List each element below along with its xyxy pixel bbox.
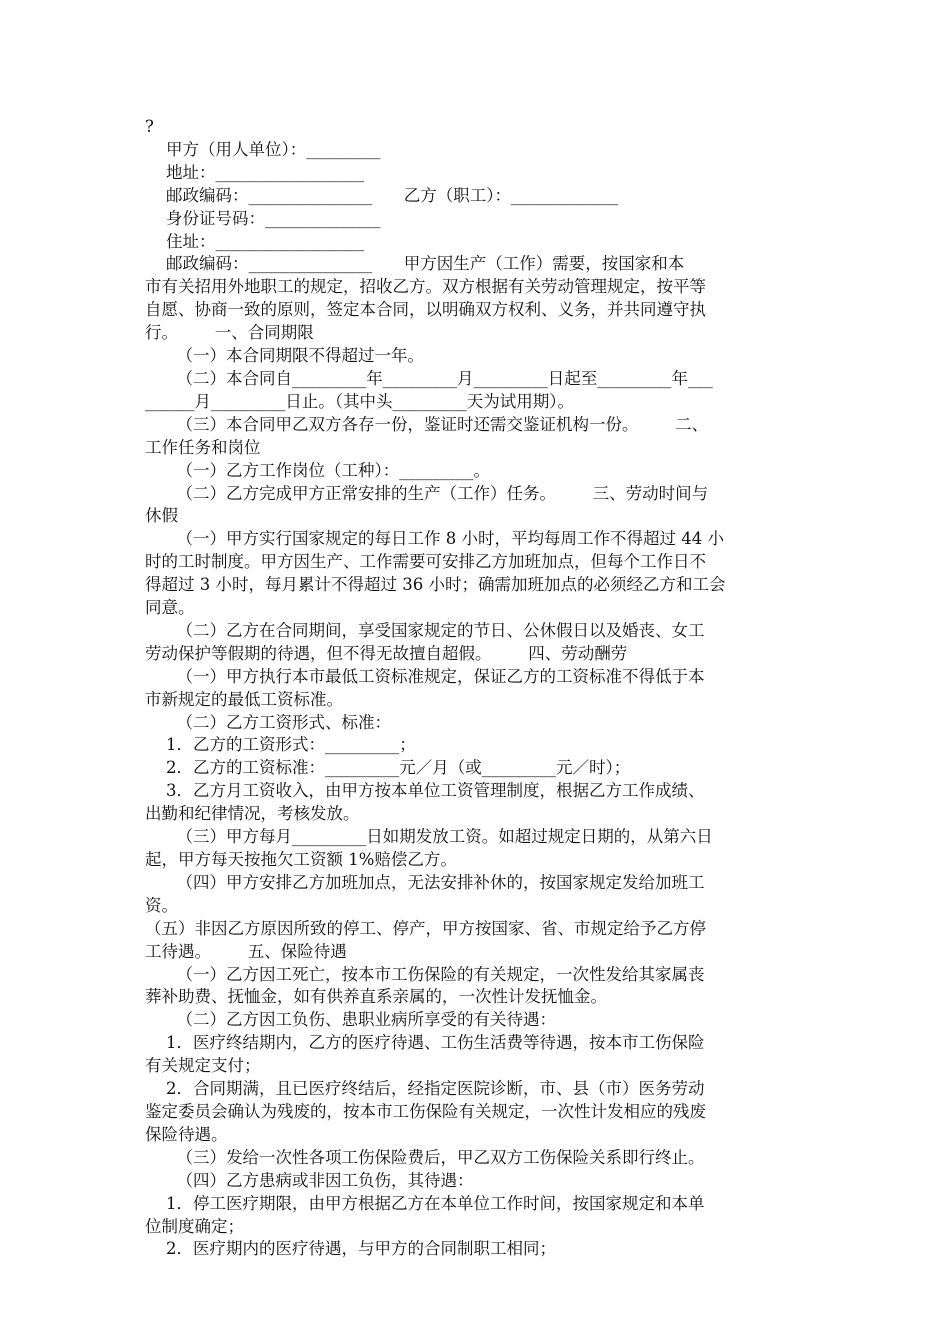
address-field: 地址：__________________ [145,162,364,182]
text-line: 葬补助费、抚恤金，如有供养直系亲属的，一次性计发抚恤金。 [145,987,607,1007]
text-line: 邮政编码：_______________ 甲方因生产（工作）需要，按国家和本 [145,254,685,274]
text-line: （四）甲方安排乙方加班加点，无法安排补休的，按国家规定发给加班工 [145,872,705,892]
text-line: 时的工时制度。甲方因生产、工作需要可安排乙方加班加点，但每个工作日不 [145,552,706,572]
section-heading-hours: 休假 [145,506,178,526]
text-line: （五）非因乙方原因所致的停工、停产，甲方按国家、省、市规定给予乙方停 [145,918,706,938]
text-line: 同意。 [145,598,195,618]
section-heading-term: 行。 一、合同期限 [145,323,314,343]
text-line: ______月_________日止。（其中头_________天为试用期）。 [145,391,574,411]
text-line: 起，甲方每天按拖欠工资额 1%赔偿乙方。 [145,850,457,869]
text-line: 鉴定委员会确认为残废的，按本市工伤保险有关规定，一次性计发相应的残废 [145,1101,706,1121]
section-heading-pay: 劳动保护等假期的待遇，但不得无故擅自超假。 四、劳动酬劳 [145,643,628,663]
text-line: 2．医疗期内的医疗待遇，与甲方的合同制职工相同； [145,1239,556,1259]
contract-document [145,116,807,1261]
text-line: （一）乙方因工死亡，按本市工伤保险的有关规定，一次性发给其家属丧 [145,964,705,984]
text-line: 3．乙方月工资收入，由甲方按本单位工资管理制度，根据乙方工作成绩、 [145,781,705,801]
text-line: 1．医疗终结期内，乙方的医疗待遇、工伤生活费等待遇，按本市工伤保险 [145,1033,705,1053]
section-heading-insurance: 工待遇。 五、保险待遇 [145,941,347,961]
text-line: （二）本合同自_________年_________月_________日起至_________年___ [145,368,713,388]
text-line: （三）本合同甲乙双方各存一份，鉴证时还需交鉴证机构一份。 二、 [145,414,709,434]
text-line: （一）甲方实行国家规定的每日工作 8 小时，平均每周工作不得超过 44 小 [145,529,724,549]
text-line: 位制度确定； [145,1216,244,1236]
party-a-employer-field: 甲方（用人单位）：_________ [145,139,381,159]
text-line: 保险待遇。 [145,1124,228,1144]
text-line: 自愿、协商一致的原则，签定本合同，以明确双方权利、义务，并共同遵守执 [145,300,706,320]
text-line: （二）乙方完成甲方正常安排的生产（工作）任务。 三、劳动时间与 [145,483,709,503]
text-line: （三）甲方每月_________日如期发放工资。如超过规定日期的，从第六日 [145,827,713,847]
text-line: （一）甲方执行本市最低工资标准规定，保证乙方的工资标准不得低于本 [145,666,705,686]
section-heading-duties: 工作任务和岗位 [145,437,261,457]
text-line: （二）乙方因工负伤、患职业病所享受的有关待遇： [145,1010,556,1030]
text-line: （四）乙方患病或非因工负伤，其待遇： [145,1170,474,1190]
text-line: 资。 [145,895,178,915]
text-line: 市新规定的最低工资标准。 [145,689,343,709]
text-line: （二）乙方在合同期间，享受国家规定的节日、公休假日以及婚丧、女工 [145,620,705,640]
wage-form-field: 1．乙方的工资形式：_________； [145,735,416,755]
text-line: （一）乙方工作岗位（工种）：_________。 [145,460,490,480]
text-line: （三）发给一次性各项工伤保险费后，甲乙双方工伤保险关系即行终止。 [145,1147,705,1167]
text-line: （一）本合同期限不得超过一年。 [145,346,424,366]
wage-standard-field: 2．乙方的工资标准：_________元／月（或_________元／时）； [145,758,631,778]
id-number-field: 身份证号码：______________ [145,208,381,228]
text-line: 出勤和纪律情况，考核发放。 [145,804,360,824]
postcode-party-b-field: 邮政编码：_______________ 乙方（职工）：_____________ [145,185,619,205]
residence-field: 住址：__________________ [145,231,364,251]
text-line: 市有关招用外地职工的规定，招收乙方。双方根据有关劳动管理规定，按平等 [145,277,706,297]
text-line: 得超过 3 小时，每月累计不得超过 36 小时；确需加班加点的必须经乙方和工会 [145,575,726,595]
text-line: 2．合同期满，且已医疗终结后，经指定医院诊断，市、县（市）医务劳动 [145,1079,705,1099]
text-line: 1．停工医疗期限，由甲方根据乙方在本单位工作时间，按国家规定和本单 [145,1193,705,1213]
text-line: （二）乙方工资形式、标准： [145,712,391,732]
text-line: ? [145,117,154,136]
text-line: 有关规定支付； [145,1056,261,1076]
